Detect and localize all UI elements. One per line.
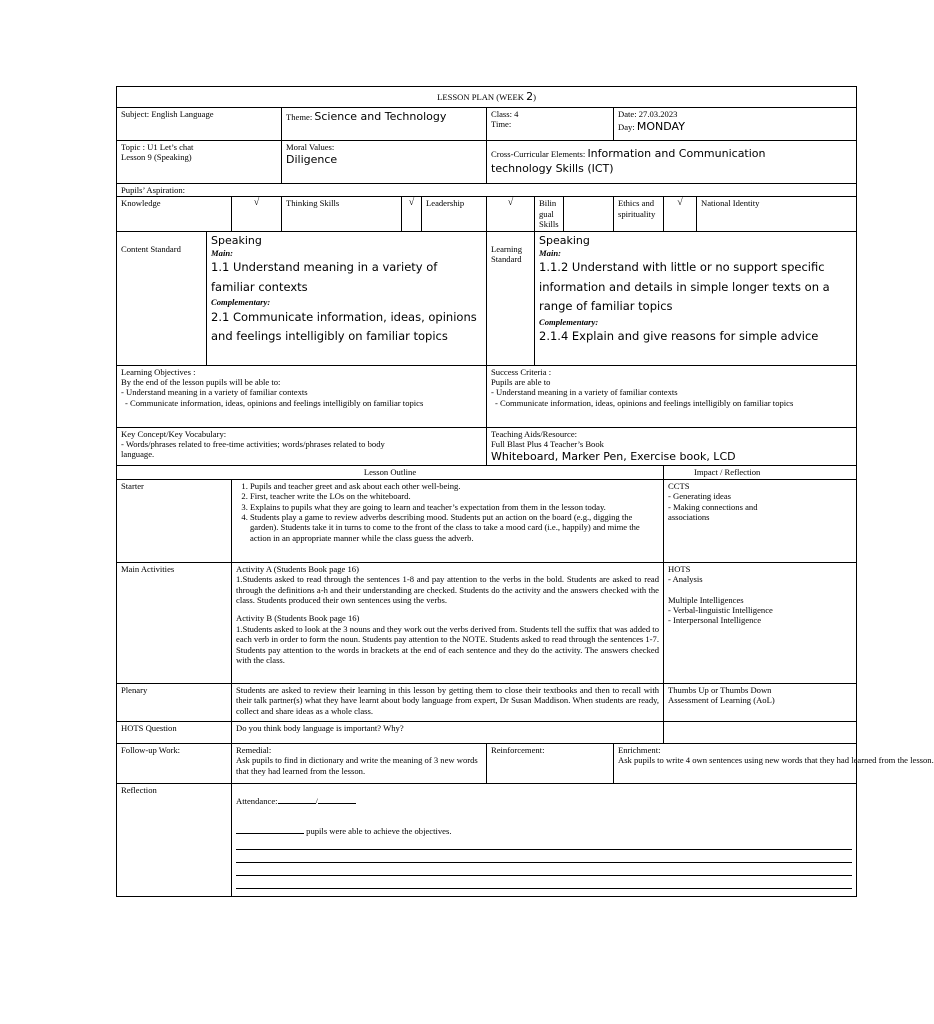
week-number: 2	[526, 89, 534, 103]
impact-line: - Making connections and associations	[668, 501, 758, 523]
cce-value-2: technology Skills (ICT)	[491, 162, 614, 175]
moral-value: Diligence	[286, 153, 338, 167]
learning-objectives-cell	[117, 365, 487, 427]
lesson-plan-title	[117, 87, 857, 108]
objective-item: - Communicate information, ideas, opinions and feelings intelligibly on familiar topics	[125, 397, 424, 408]
plenary-impact-cell	[664, 683, 857, 721]
lesson-plan-table	[116, 86, 934, 897]
reflection-line	[236, 850, 852, 863]
aspiration-leadership: Leadership	[422, 197, 487, 231]
learning-standard-text: Learning Standard	[491, 243, 523, 265]
enrichment-label: Enrichment:	[618, 744, 661, 755]
learning-main: 1.1.2 Understand with little or no support specific information and details in simple longer texts on a range of familiar topics	[539, 260, 830, 314]
activity-a-title: Activity A (Students Book page 16)	[236, 563, 359, 574]
starter-step: 4. Students play a game to review adverbs describing mood. Students put an action on the board (e.g., digging the garden). Students take it in turns to come to the front of the class to take a mood card (i.e., happily) and mime the action in an appropriate manner while the class guess the adverb.	[250, 512, 659, 543]
content-standard-text: Content Standard	[121, 243, 181, 254]
reflection-cell	[232, 783, 857, 896]
impact-line: - Generating ideas	[668, 491, 731, 502]
aspiration-knowledge: Knowledge	[117, 197, 232, 231]
theme-label: Theme:	[286, 112, 313, 122]
learning-comp-label: Complementary:	[539, 316, 599, 327]
impact-line: Multiple Intelligences	[668, 594, 744, 605]
time-text: Time:	[491, 119, 512, 130]
objectives-intro: By the end of the lesson pupils will be able to:	[121, 377, 281, 388]
starter-label: Starter	[117, 479, 232, 562]
objectives-achieved-line	[236, 826, 852, 836]
objectives-label: Learning Objectives :	[121, 366, 196, 377]
starter-step: 3. Explains to pupils what they are going to learn and teacher’s expectation from them in the lesson today.	[250, 502, 659, 512]
impact-line: HOTS	[668, 563, 691, 574]
tick-thinking: √	[402, 197, 422, 231]
content-main: 1.1 Understand meaning in a variety of familiar contexts	[211, 260, 438, 294]
cce-label: Cross-Curricular Elements:	[491, 149, 586, 159]
title-suffix: )	[533, 91, 536, 102]
tick-leadership: √	[487, 197, 535, 231]
date-text: Date: 27.03.2023	[618, 109, 678, 119]
followup-label: Follow-up Work:	[117, 743, 232, 783]
subject-cell	[117, 108, 282, 141]
aspiration-thinking-skills: Thinking Skills	[282, 197, 402, 231]
criteria-item: - Communicate information, ideas, opinions and feelings intelligibly on familiar topics	[495, 397, 794, 408]
aspiration-ethics: Ethics and spirituality	[614, 197, 664, 231]
vocab-text: - Words/phrases related to free-time activities; words/phrases related to body language.	[121, 439, 385, 460]
content-standard-cell	[207, 231, 487, 365]
starter-step: 2. First, teacher write the LOs on the whiteboard.	[250, 491, 659, 501]
aspiration-label-cell	[117, 184, 857, 197]
vocabulary-cell	[117, 427, 487, 466]
reinforcement-cell	[487, 743, 614, 783]
plenary-text: Students are asked to review their learning in this lesson by getting them to close their textbooks and then to recall with their talk partner(s) what they have learnt about body language from expert, Dr Susan Maddison. When students are ready, collect and share ideas as a whole class.	[232, 683, 664, 721]
learning-standard-label	[487, 231, 535, 365]
learning-heading: Speaking	[539, 233, 590, 247]
theme-value: Science and Technology	[314, 110, 447, 123]
activity-b-title: Activity B (Students Book page 16)	[236, 613, 360, 624]
starter-impact-cell	[664, 479, 857, 562]
main-activities-cell	[232, 562, 664, 683]
aspiration-bilingual: Bilingual Skills	[535, 197, 564, 231]
date-day-cell	[614, 108, 857, 141]
cross-curricular-cell	[487, 141, 857, 184]
hots-question: Do you think body language is important? Why?	[232, 721, 664, 743]
learning-standard-cell	[535, 231, 857, 365]
criteria-intro: Pupils are able to	[491, 377, 551, 388]
aspiration-national-identity: National Identity	[697, 197, 857, 231]
reflection-label: Reflection	[117, 783, 232, 896]
moral-values-cell	[282, 141, 487, 184]
remedial-cell	[232, 743, 487, 783]
main-impact-cell	[664, 562, 857, 683]
lesson-outline-heading: Lesson Outline	[117, 466, 664, 479]
subject-text: Subject: English Language	[121, 109, 214, 119]
learning-comp: 2.1.4 Explain and give reasons for simple advice	[539, 329, 819, 344]
aids-line-1: Full Blast Plus 4 Teacher’s Book	[491, 439, 604, 450]
class-text: Class: 4	[491, 109, 519, 119]
starter-steps-list	[236, 481, 659, 543]
tick-ethics: √	[664, 197, 697, 231]
reflection-line	[236, 876, 852, 889]
lesson-plan-sheet	[116, 86, 934, 897]
main-activities-label: Main Activities	[117, 562, 232, 683]
objectives-achieved-text: pupils were able to achieve the objectives.	[304, 826, 452, 837]
moral-label: Moral Values:	[286, 142, 335, 152]
activity-b-text: 1.Students asked to look at the 3 nouns and they work out the verbs derived from. Students tell the suffix that was added to each verb in order to form the noun. Students pay attention to the NOTE. Students asked to read through the sentences 1-7. Students pay attention to the words in brackets at the end of each sentence and they do the activity. The answers checked with the class.	[236, 623, 659, 666]
impact-line: CCTS	[668, 480, 690, 491]
plenary-label: Plenary	[117, 683, 232, 721]
attendance-label: Attendance:	[236, 795, 278, 806]
vocab-label: Key Concept/Key Vocabulary:	[121, 428, 227, 439]
attendance-line: Attendance: /	[236, 796, 852, 806]
starter-steps-cell	[232, 479, 664, 562]
attendance-total-blank	[318, 796, 356, 804]
aids-label: Teaching Aids/Resource:	[491, 428, 578, 439]
criteria-label: Success Criteria :	[491, 366, 552, 377]
day-label: Day:	[618, 122, 635, 133]
impact-line: - Analysis	[668, 574, 703, 585]
starter-step: 1. Pupils and teacher greet and ask about each other well-being.	[250, 481, 659, 491]
impact-line: - Interpersonal Intelligence	[668, 615, 762, 626]
enrichment-text: Ask pupils to write 4 own sentences using new words that they had learned from the lesson.	[618, 755, 934, 766]
reflection-line	[236, 837, 852, 850]
aspiration-label: Pupils’ Aspiration:	[121, 185, 186, 195]
remedial-label: Remedial:	[236, 744, 272, 755]
criteria-item: - Understand meaning in a variety of familiar contexts	[491, 387, 678, 398]
content-main-label: Main:	[211, 247, 233, 258]
attendance-blank	[278, 796, 316, 804]
tick-bilingual	[564, 197, 614, 231]
class-time-cell	[487, 108, 614, 141]
objective-item: - Understand meaning in a variety of familiar contexts	[121, 387, 308, 398]
reflection-line	[236, 863, 852, 876]
theme-cell	[282, 108, 487, 141]
content-standard-label	[117, 231, 207, 365]
teaching-aids-cell	[487, 427, 857, 466]
learning-main-label: Main:	[539, 247, 561, 258]
impact-reflection-heading: Impact / Reflection	[664, 466, 857, 479]
topic-line-1: Topic : U1 Let’s chat	[121, 142, 194, 152]
remedial-text: Ask pupils to find in dictionary and write the meaning of 3 new words that they had learned from the lesson.	[236, 755, 478, 776]
content-heading: Speaking	[211, 233, 262, 247]
reinforcement-label: Reinforcement:	[491, 744, 545, 755]
impact-line: Assessment of Learning (AoL)	[668, 695, 775, 706]
content-comp-label: Complementary:	[211, 297, 271, 308]
success-criteria-cell	[487, 365, 857, 427]
hots-impact-cell	[664, 721, 857, 743]
impact-line: - Verbal-linguistic Intelligence	[668, 605, 773, 616]
topic-line-2: Lesson 9 (Speaking)	[121, 152, 192, 163]
hots-label: HOTS Question	[117, 721, 232, 743]
topic-cell	[117, 141, 282, 184]
enrichment-cell	[614, 743, 934, 783]
title-text: LESSON PLAN (WEEK	[437, 91, 527, 102]
impact-line	[668, 585, 852, 595]
activity-a-text: 1.Students asked to read through the sentences 1-8 and pay attention to the verbs in the bold. Students are asked to read through the definitions a-h and their understanding are checked. Students do the activity and the answers checked with the class. Students produced their own sentences using the verbs.	[236, 574, 659, 606]
cce-value-1: Information and Communication	[587, 147, 766, 160]
pupils-count-blank	[236, 826, 304, 834]
tick-knowledge: √	[232, 197, 282, 231]
day-value: MONDAY	[636, 120, 685, 134]
aids-line-2: Whiteboard, Marker Pen, Exercise book, LCD	[491, 450, 736, 464]
impact-line: Thumbs Up or Thumbs Down	[668, 684, 772, 695]
content-comp: 2.1 Communicate information, ideas, opinions and feelings intelligibly on familiar topics	[211, 309, 477, 344]
